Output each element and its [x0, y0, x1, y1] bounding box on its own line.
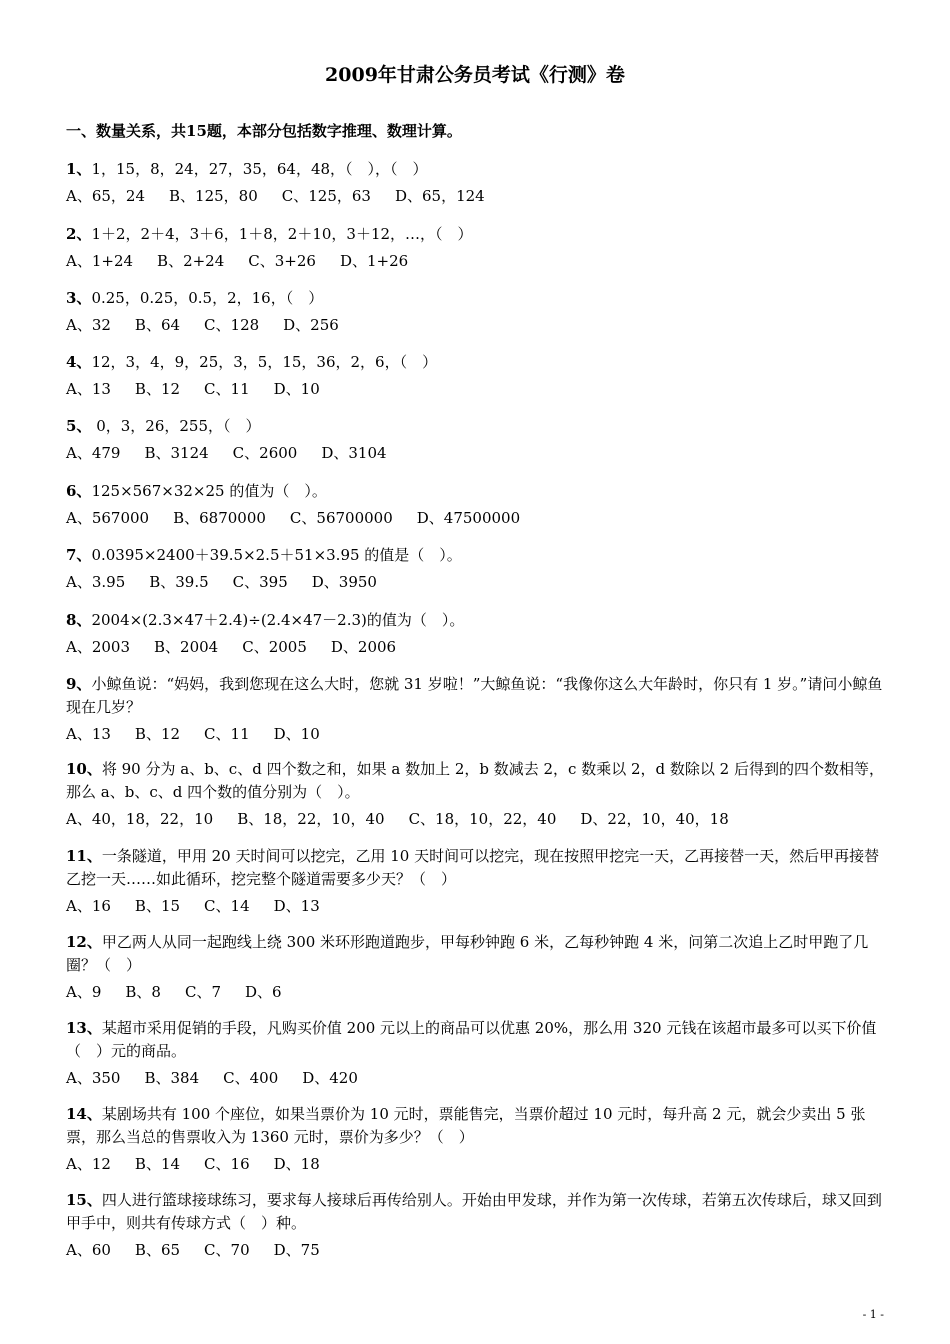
question-body: 12，3，4，9，25，3，5，15，36，2，6，（ ）	[91, 353, 438, 371]
question-body: 125×567×32×25 的值为（ ）。	[91, 482, 327, 500]
option-c: C、125，63	[281, 187, 371, 205]
question-12	[66, 931, 886, 1004]
page-number: - 1 -	[862, 1308, 884, 1321]
question-text	[66, 287, 886, 310]
question-3	[66, 287, 886, 337]
option-b: B、39.5	[149, 573, 209, 591]
option-d: D、6	[245, 983, 282, 1001]
option-d: D、65，124	[394, 187, 485, 205]
option-d: D、2006	[330, 638, 397, 656]
option-d: D、256	[283, 316, 339, 334]
option-c: C、3+26	[248, 252, 316, 270]
option-d: D、47500000	[416, 509, 521, 527]
option-c: C、2005	[242, 638, 307, 656]
question-number: 7、	[66, 546, 92, 564]
answer-options	[66, 1239, 886, 1262]
option-a: A、16	[66, 897, 111, 915]
option-b: B、12	[134, 725, 181, 743]
answer-options	[66, 507, 886, 530]
option-b: B、8	[125, 983, 161, 1001]
option-b: B、384	[144, 1069, 200, 1087]
answer-options	[66, 314, 886, 337]
option-b: B、14	[134, 1155, 181, 1173]
question-text	[66, 351, 886, 374]
question-text	[66, 544, 886, 567]
answer-options	[66, 723, 886, 746]
question-1	[66, 158, 886, 208]
option-a: A、13	[66, 725, 111, 743]
question-15	[66, 1189, 886, 1262]
question-body: 某超市采用促销的手段，凡购买价值 200 元以上的商品可以优惠 20%，那么用 320 元钱在该超市最多可以买下价值（ ）元的商品。	[66, 1019, 877, 1060]
option-c: C、7	[184, 983, 221, 1001]
question-text	[66, 758, 886, 804]
option-b: B、6870000	[173, 509, 266, 527]
question-text	[66, 1103, 886, 1149]
option-b: B、2+24	[157, 252, 225, 270]
option-b: B、2004	[154, 638, 219, 656]
option-a: A、65，24	[66, 187, 146, 205]
question-number: 8、	[66, 611, 92, 629]
question-body: 将 90 分为 a、b、c、d 四个数之和，如果 a 数加上 2，b 数减去 2，c 数乘以 2，d 数除以 2 后得到的四个数相等，那么 a、b、c、d 四个数的值分别为（ ）。	[66, 760, 884, 801]
question-number: 10、	[66, 760, 102, 778]
option-a: A、9	[66, 983, 102, 1001]
option-c: C、70	[204, 1241, 250, 1259]
answer-options	[66, 981, 886, 1004]
question-14	[66, 1103, 886, 1176]
answer-options	[66, 185, 886, 208]
option-d: D、420	[302, 1069, 358, 1087]
question-number: 5、	[66, 417, 92, 435]
question-text	[66, 1189, 886, 1235]
option-c: C、56700000	[289, 509, 393, 527]
question-body: 小鲸鱼说：“妈妈，我到您现在这么大时，您就 31 岁啦！”大鲸鱼说：“我像你这么大年龄时，你只有 1 岁。”请问小鲸鱼现在几岁？	[66, 675, 883, 716]
question-text	[66, 673, 886, 719]
answer-options	[66, 1067, 886, 1090]
answer-options	[66, 378, 886, 401]
option-d: D、10	[273, 725, 320, 743]
question-text	[66, 480, 886, 503]
option-b: B、64	[134, 316, 181, 334]
question-number: 12、	[66, 933, 102, 951]
option-a: A、60	[66, 1241, 111, 1259]
question-7	[66, 544, 886, 594]
question-4	[66, 351, 886, 401]
answer-options	[66, 571, 886, 594]
question-number: 15、	[66, 1191, 102, 1209]
question-number: 4、	[66, 353, 92, 371]
question-body: 某剧场共有 100 个座位，如果当票价为 10 元时，票能售完，当票价超过 10 元时，每升高 2 元，就会少卖出 5 张票，那么当总的售票收入为 1360 元时，票价为多少？（ ）	[66, 1105, 866, 1146]
question-text	[66, 415, 886, 438]
question-number: 6、	[66, 482, 92, 500]
question-number: 14、	[66, 1105, 102, 1123]
question-body: 0.25，0.25，0.5，2，16，（ ）	[91, 289, 324, 307]
option-c: C、16	[204, 1155, 250, 1173]
question-13	[66, 1017, 886, 1090]
question-number: 11、	[66, 847, 102, 865]
question-body: 四人进行篮球接球练习，要求每人接球后再传给别人。开始由甲发球，并作为第一次传球，若第五次传球后，球又回到甲手中，则共有传球方式（ ）种。	[66, 1191, 882, 1232]
question-11	[66, 845, 886, 918]
option-d: D、10	[273, 380, 320, 398]
option-d: D、3950	[311, 573, 377, 591]
option-d: D、18	[273, 1155, 320, 1173]
option-a: A、1+24	[66, 252, 134, 270]
option-b: B、125，80	[169, 187, 258, 205]
question-5	[66, 415, 886, 465]
option-a: A、567000	[66, 509, 150, 527]
option-d: D、1+26	[339, 252, 409, 270]
option-d: D、13	[273, 897, 320, 915]
option-c: C、128	[204, 316, 260, 334]
option-a: A、3.95	[66, 573, 126, 591]
question-body: 1，15，8，24，27，35，64，48，（ ），（ ）	[91, 160, 428, 178]
question-body: 甲乙两人从同一起跑线上绕 300 米环形跑道跑步，甲每秒钟跑 6 米，乙每秒钟跑 4 米，问第二次追上乙时甲跑了几圈？（ ）	[66, 933, 869, 974]
answer-options	[66, 636, 886, 659]
question-number: 9、	[66, 675, 92, 693]
page-title: 2009年甘肃公务员考试《行测》卷	[325, 64, 625, 86]
question-body: 2004×(2.3×47＋2.4)÷(2.4×47－2.3)的值为（ ）。	[91, 611, 465, 629]
question-body: 0.0395×2400＋39.5×2.5＋51×3.95 的值是（ ）。	[91, 546, 462, 564]
option-c: C、395	[232, 573, 288, 591]
question-text	[66, 845, 886, 891]
option-a: A、13	[66, 380, 111, 398]
question-text	[66, 223, 886, 246]
question-body: 0，3，26，255，（ ）	[91, 417, 261, 435]
question-body: 一条隧道，甲用 20 天时间可以挖完，乙用 10 天时间可以挖完，现在按照甲挖完一天，乙再接替一天，然后甲再接替乙挖一天……如此循环，挖完整个隧道需要多少天？（ ）	[66, 847, 880, 888]
option-c: C、14	[204, 897, 250, 915]
question-text	[66, 609, 886, 632]
question-9	[66, 673, 886, 746]
option-a: A、40，18，22，10	[66, 810, 214, 828]
option-b: B、12	[134, 380, 181, 398]
question-body: 1＋2，2＋4，3＋6，1＋8，2＋10，3＋12，…，（ ）	[91, 225, 473, 243]
answer-options	[66, 895, 886, 918]
answer-options	[66, 1153, 886, 1176]
question-number: 3、	[66, 289, 92, 307]
option-a: A、479	[66, 444, 121, 462]
section-header: 一、数量关系，共15题，本部分包括数字推理、数理计算。	[66, 122, 462, 140]
answer-options	[66, 808, 886, 831]
question-number: 2、	[66, 225, 92, 243]
question-number: 1、	[66, 160, 92, 178]
option-a: A、32	[66, 316, 111, 334]
option-d: D、75	[273, 1241, 320, 1259]
option-a: A、12	[66, 1155, 111, 1173]
option-d: D、3104	[321, 444, 387, 462]
option-b: B、65	[134, 1241, 181, 1259]
answer-options	[66, 250, 886, 273]
question-6	[66, 480, 886, 530]
question-number: 13、	[66, 1019, 102, 1037]
question-8	[66, 609, 886, 659]
option-c: C、11	[204, 725, 250, 743]
question-text	[66, 158, 886, 181]
option-c: C、400	[223, 1069, 279, 1087]
option-d: D、22，10，40，18	[580, 810, 729, 828]
option-c: C、18，10，22，40	[408, 810, 557, 828]
option-a: A、350	[66, 1069, 121, 1087]
option-b: B、3124	[144, 444, 209, 462]
option-a: A、2003	[66, 638, 131, 656]
question-10	[66, 758, 886, 831]
answer-options	[66, 442, 886, 465]
question-text	[66, 931, 886, 977]
option-c: C、11	[204, 380, 250, 398]
option-b: B、15	[134, 897, 181, 915]
option-b: B、18，22，10，40	[237, 810, 385, 828]
option-c: C、2600	[232, 444, 298, 462]
question-text	[66, 1017, 886, 1063]
question-2	[66, 223, 886, 273]
